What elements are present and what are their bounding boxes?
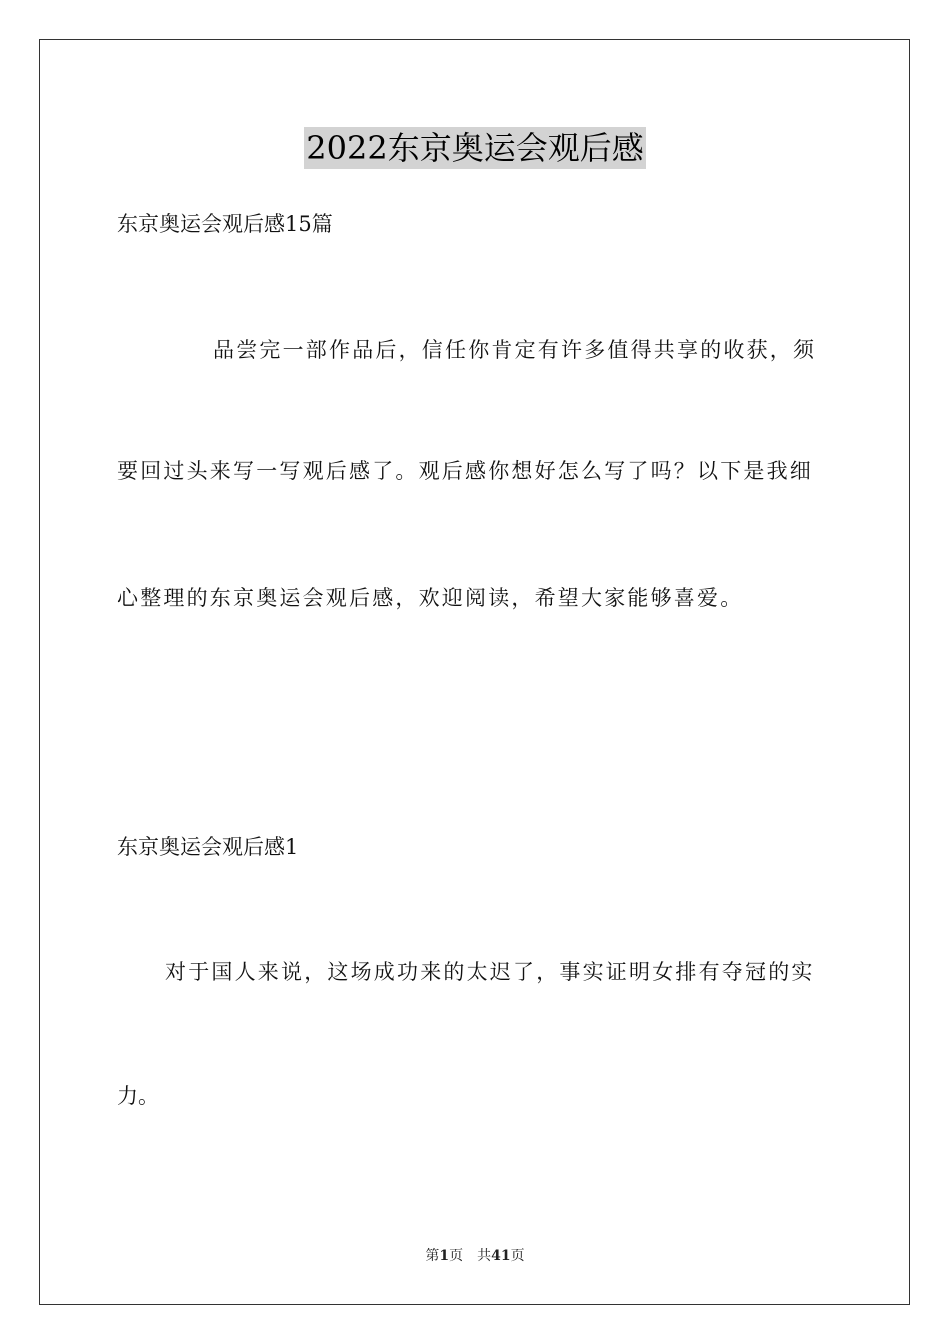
footer-page-suffix: 页 — [449, 1248, 464, 1264]
title-container — [0, 127, 950, 169]
document-title: 2022东京奥运会观后感 — [306, 129, 644, 167]
footer-page-number: 1 — [439, 1248, 450, 1264]
footer-total-suffix: 页 — [510, 1248, 525, 1264]
footer-total-pages: 41 — [491, 1248, 511, 1264]
footer-page-prefix: 第 — [425, 1248, 440, 1264]
intro-line-2: 要回过头来写一写观后感了。观后感你想好怎么写了吗？以下是我细 — [117, 459, 813, 483]
intro-line-1: 品尝完一部作品后，信任你肯定有许多值得共享的收获，须 — [213, 338, 817, 362]
intro-line-3: 心整理的东京奥运会观后感，欢迎阅读，希望大家能够喜爱。 — [117, 586, 744, 610]
section-line-2: 力。 — [117, 1084, 159, 1108]
page-footer — [0, 1246, 950, 1266]
section-heading: 东京奥运会观后感1 — [117, 835, 299, 859]
footer-total-prefix: 共 — [477, 1248, 492, 1264]
document-subtitle: 东京奥运会观后感15篇 — [117, 212, 333, 236]
section-line-1: 对于国人来说，这场成功来的太迟了，事实证明女排有夺冠的实 — [165, 960, 815, 984]
